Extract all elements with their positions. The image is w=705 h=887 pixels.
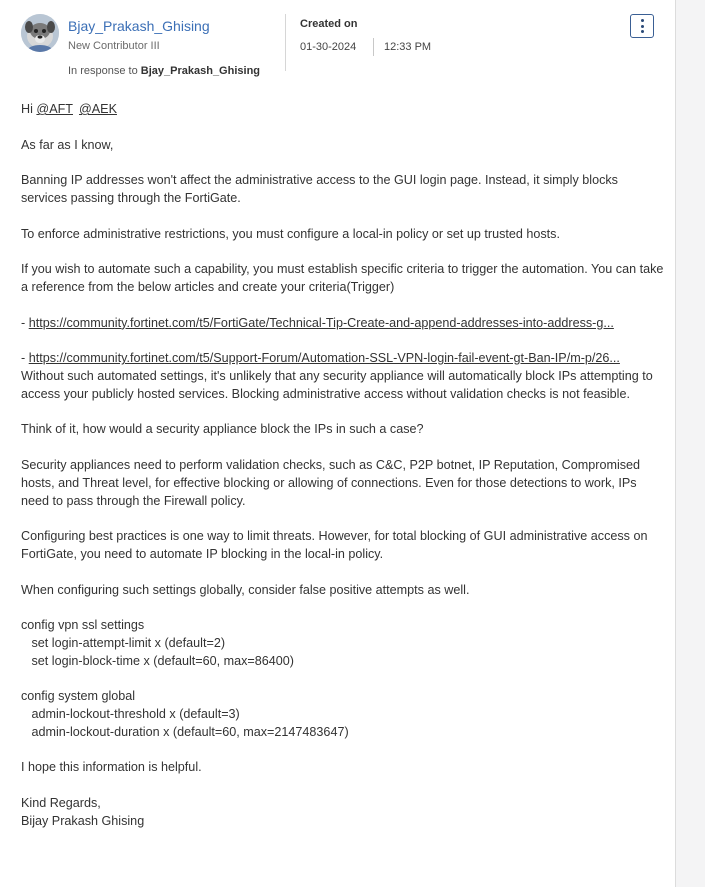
in-response-to: [68, 65, 260, 77]
author-name-link[interactable]: Bjay_Prakash_Ghising: [68, 18, 210, 34]
article-link[interactable]: https://community.fortinet.com/t5/Support-Forum/Automation-SSL-VPN-login-fail-event-gt-Ban-IP/m-p/26...: [28, 351, 620, 366]
paragraph: I hope this information is helpful.: [21, 760, 202, 775]
right-gutter: [675, 0, 705, 887]
mention-link[interactable]: @AEK: [78, 102, 117, 116]
config-block: [21, 617, 666, 670]
post-date: 01-30-2024: [300, 41, 357, 53]
config-line: set login-attempt-limit x (default=2): [21, 635, 226, 650]
article-link-line: - https://community.fortinet.com/t5/Support-Forum/Automation-SSL-VPN-login-fail-event-gt-Ban-IP/m-p/26...: [21, 351, 620, 366]
post-time: 12:33 PM: [384, 41, 432, 53]
date-time-divider: [373, 38, 374, 56]
paragraph: Configuring best practices is one way to limit threats. However, for total blocking of GUI administrative access on FortiGate, you need to automate IP blocking in the local-in policy.: [21, 529, 648, 561]
config-line: set login-block-time x (default=60, max=86400): [21, 653, 295, 668]
post-body: [21, 101, 666, 831]
article-link-line: - https://community.fortinet.com/t5/FortiGate/Technical-Tip-Create-and-append-addresses-into-address-g...: [21, 315, 614, 330]
post-options-menu-button[interactable]: [630, 14, 654, 38]
paragraph: Security appliances need to perform validation checks, such as C&C, P2P botnet, IP Reputation, Compromised hosts, and Threat level, for effective blocking or allowing of connections. Even for those detections to work, IPs need to pass through the Firewall policy.: [21, 457, 641, 508]
config-line: config system global: [21, 689, 136, 704]
closing: Kind Regards,: [21, 796, 101, 811]
created-on-label: Created on: [300, 18, 358, 30]
paragraph: As far as I know,: [21, 137, 114, 152]
config-line: admin-lockout-threshold x (default=3): [21, 707, 240, 722]
avatar[interactable]: [21, 14, 59, 52]
header-divider: [285, 14, 286, 71]
config-block: [21, 688, 666, 741]
paragraph: Think of it, how would a security appliance block the IPs in such a case?: [21, 422, 424, 437]
in-response-prefix: In response to: [68, 65, 138, 77]
paragraph: Without such automated settings, it's unlikely that any security appliance will automatically block IPs attempting to access your publicly hosted services. Blocking administrative access without validation checks is not feasible.: [21, 368, 653, 401]
paragraph: To enforce administrative restrictions, you must configure a local-in policy or set up trusted hosts.: [21, 226, 560, 241]
paragraph: When configuring such settings globally, consider false positive attempts as well.: [21, 582, 470, 597]
mention-link[interactable]: @AFT: [36, 102, 73, 116]
config-line: admin-lockout-duration x (default=60, max=2147483647): [21, 724, 349, 739]
article-link[interactable]: https://community.fortinet.com/t5/FortiGate/Technical-Tip-Create-and-append-addresses-into-address-g...: [28, 315, 614, 330]
signature: Bijay Prakash Ghising: [21, 813, 145, 828]
more-vertical-icon: [641, 19, 644, 36]
avatar-dog-image: [21, 14, 59, 52]
paragraph: If you wish to automate such a capability, you must establish specific criteria to trigger the automation. You can take a reference from the below articles and create your criteria(Trigger): [21, 262, 664, 294]
config-line: config vpn ssl settings: [21, 618, 145, 633]
greeting-text: Hi: [21, 102, 33, 116]
paragraph: Banning IP addresses won't affect the administrative access to the GUI login page. Instead, it simply blocks services passing through the FortiGate.: [21, 173, 618, 205]
in-response-author-link[interactable]: Bjay_Prakash_Ghising: [140, 65, 261, 77]
greeting-line: [21, 101, 666, 119]
author-rank: New Contributor III: [68, 40, 160, 52]
